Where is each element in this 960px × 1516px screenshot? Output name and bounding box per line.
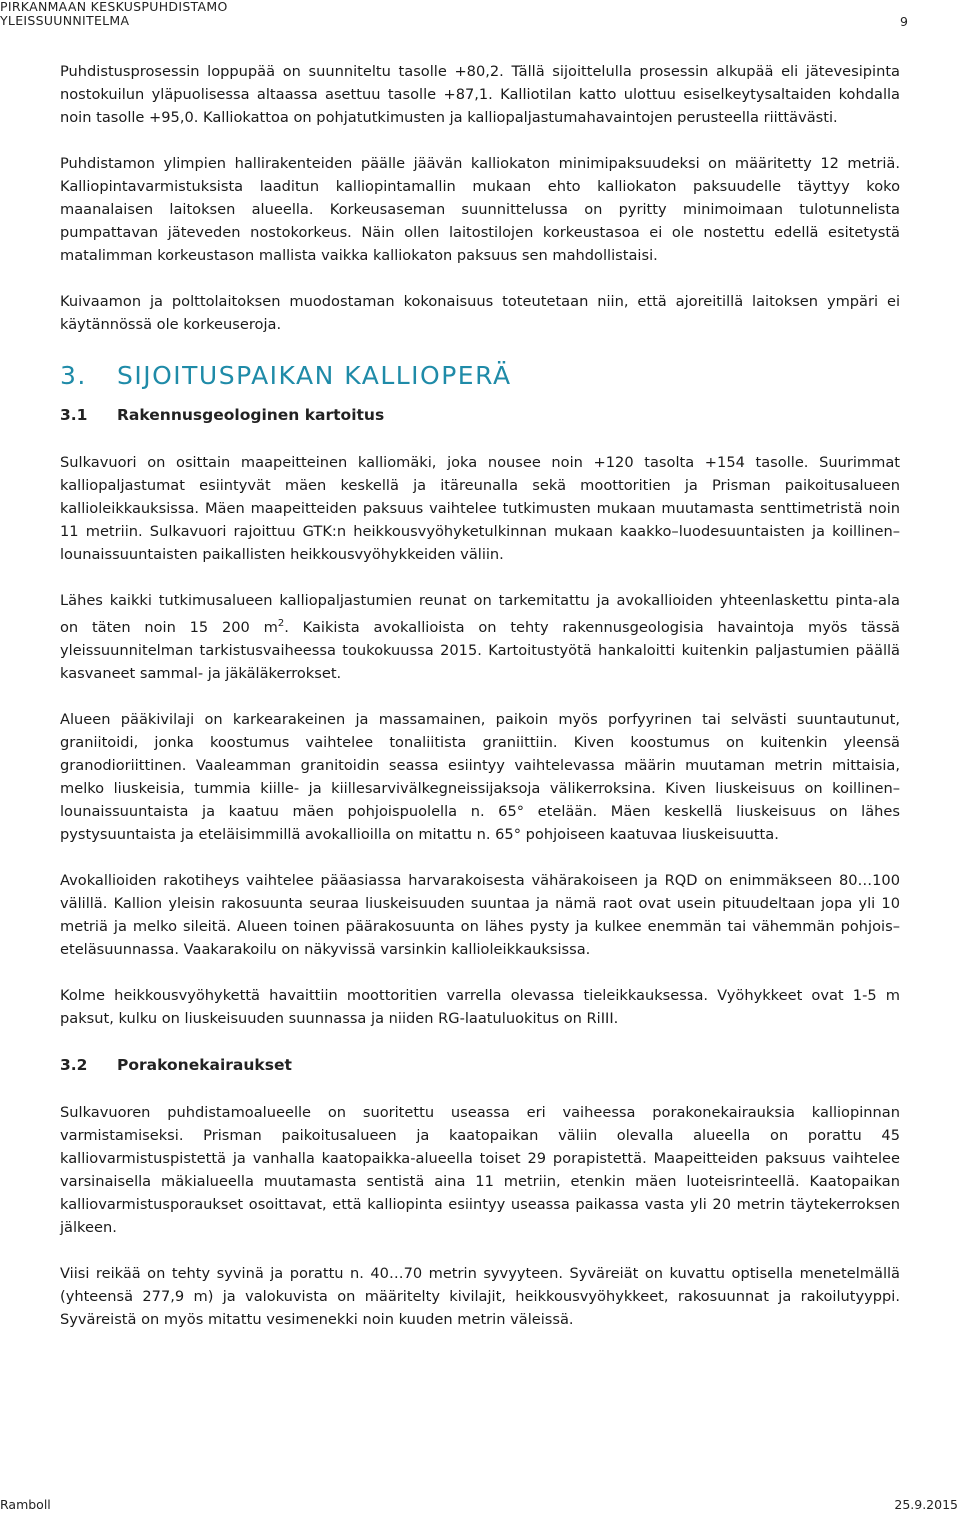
paragraph-text: Lähes kaikki tutkimusalueen kalliopaljastumien reunat on tarkemitattu ja avokallioiden yhteenlaskettu pinta-ala on täten noin 15 200 m — [60, 592, 900, 636]
section-number: 3.1 — [60, 406, 88, 424]
paragraph: Viisi reikää on tehty syvinä ja porattu n. 40…70 metrin syvyyteen. Syväreiät on kuvattu optisella menetelmällä (yhteensä 277,9 m) ja valokuvista on määritelty kivilajit, heikkousvyöhykkeet, rakosuunnat ja rakoilutyyppi. Syväreistä on myös mitattu vesimenekki noin kuuden metrin väleissä. — [60, 1264, 900, 1328]
paragraph: Puhdistamon ylimpien hallirakenteiden päälle jäävän kalliokaton minimipaksuudeksi on määritetty 12 metriä. Kalliopintavarmistuksista laaditun kalliopintamallin mukaan ehto kalliokaton paksuudelle täyttyy koko maanalaisen laitoksen alueella. Korkeusaseman suunnittelussa on pyritty minimoimaan tulotunnelista pumpattavan jäteveden nostokorkeus. Näin ollen laitostilojen korkeustasoa ei ole nostettu edellä esitetystä matalimman korkeustason mallista vaikka kalliokaton paksuus sen mahdollistaisi. — [60, 155, 900, 264]
footer-company: Ramboll — [0, 1497, 51, 1512]
paragraph — [60, 589, 900, 685]
paragraph: Avokallioiden rakotiheys vaihtelee pääasiassa harvarakoisesta vähärakoiseen ja RQD on enimmäkseen 80…100 välillä. Kallion yleisin rakosuunta seuraa liuskeisuuden suuntaa ja nämä raot ovat usein pituudeltaan jopa yli 10 metriä ja melko sileitä. Alueen toinen päärakosuunta on lähes pysty ja kulkee enemmän tai vähemmän pohjois–eteläsuunnassa. Vaakarakoilu on näkyvissä varsinkin kallioleikkauksissa. — [60, 871, 900, 958]
paragraph: Sulkavuori on osittain maapeitteinen kalliomäki, joka nousee noin +120 tasolta +154 tasolle. Suurimmat kalliopaljastumat esiintyvät mäen keskellä ja itäreunalla sekä moottoritien ja Prisman paikoitusalueen kallioleikkauksissa. Mäen maapeitteiden paksuus vaihtelee tutkimusten mukaan muutamasta senttimetristä noin 11 metriin. Sulkavuori rajoittuu GTK:n heikkousvyöhyketulkinnan mukaan kaakko–luodesuuntaisten ja koillinen–lounaissuuntaisten paikallisten heikkousvyöhykkeiden väliin. — [60, 454, 900, 563]
header-document-title: YLEISSUUNNITELMA — [0, 13, 130, 28]
section-3-heading — [60, 359, 900, 403]
section-title: Porakonekairaukset — [117, 1055, 292, 1074]
page-number: 9 — [900, 14, 908, 29]
section-title: SIJOITUSPAIKAN KALLIOPERÄ — [117, 361, 512, 390]
paragraph: Kolme heikkousvyöhykettä havaittiin moottoritien varrella olevassa tieleikkauksessa. Vyöhykkeet ovat 1-5 m paksut, kulku on liuskeisuuden suunnassa ja niiden RG-laatuluokitus on RiIII. — [60, 986, 900, 1027]
header-organization: PIRKANMAAN KESKUSPUHDISTAMO — [0, 0, 228, 14]
paragraph: Kuivaamon ja polttolaitoksen muodostaman kokonaisuus toteutetaan niin, että ajoreitillä laitoksen ympäri ei käytännössä ole korkeuseroja. — [60, 293, 900, 333]
section-number: 3.2 — [60, 1055, 88, 1074]
section-title: Rakennusgeologinen kartoitus — [117, 406, 385, 424]
section-3-2-heading — [60, 1053, 900, 1078]
section-3-1-heading — [60, 403, 900, 428]
paragraph-text: . Kaikista avokallioista on tehty rakennusgeologisia havaintoja myös tässä yleissuunnitelman tarkistusvaiheessa toukokuussa 2015. Kartoitustyötä hankaloitti kuitenkin paljastumien päällä kasvaneet sammal- ja jäkäläkerrokset. — [60, 618, 900, 682]
section-number: 3. — [60, 361, 87, 390]
superscript: 2 — [277, 618, 285, 629]
paragraph: Sulkavuoren puhdistamoalueelle on suoritettu useassa eri vaiheessa porakonekairauksia kalliopinnan varmistamiseksi. Prisman paikoitusalueen ja kaatopaikan väliin olevalla alueella on porattu 45 kalliovarmistuspistettä ja vanhalla kaatopaikka-alueella toiset 29 porapistettä. Maapeitteiden paksuus vaihtelee varsinaisella mäkialueella muutamasta sentistä aina 11 metriin, etenkin mäen luoteisrinteellä. Kaatopaikan kalliovarmistusporaukset osoittavat, että kalliopinta esiintyy useassa paikassa vasta yli 20 metrin täytekerroksen jälkeen. — [60, 1103, 900, 1236]
paragraph: Puhdistusprosessin loppupää on suunniteltu tasolle +80,2. Tällä sijoittelulla prosessin alkupää eli jätevesipinta nostokuilun yläpuolisessa altaassa asettuu tasolle +87,1. Kalliotilan katto ulottuu esiselkeytysaltaiden kohdalla noin tasolle +95,0. Kalliokattoa on pohjatutkimusten ja kalliopaljastumahavaintojen perusteella riittävästi. — [60, 63, 900, 126]
paragraph: Alueen pääkivilaji on karkearakeinen ja massamainen, paikoin myös porfyyrinen tai selvästi suuntautunut, graniitoidi, jonka koostumus vaihtelee tonaliitista graniittiin. Kiven koostumus on kuitenkin yleensä granodioriittinen. Vaaleamman granitoidin seassa esiintyy vaihtelevassa määrin muutaman metrin mittaisia, melko liuskeisia, tummia kiille- ja kiillesarvivälkegneissijaksoja välikerroksina. Kiven liuskeisuus on koillinen–lounaissuuntaista ja kaatuu mäen pohjoispuolella n. 65° etelään. Mäen keskellä liuskeisuus on lähes pystysuuntaista ja eteläisimmillä avokallioilla on mitattu n. 65° pohjoiseen kaatuvaa liuskeisuutta. — [60, 710, 900, 843]
footer-date: 25.9.2015 — [894, 1497, 958, 1512]
running-header — [0, 0, 228, 28]
page-body — [60, 60, 900, 1354]
